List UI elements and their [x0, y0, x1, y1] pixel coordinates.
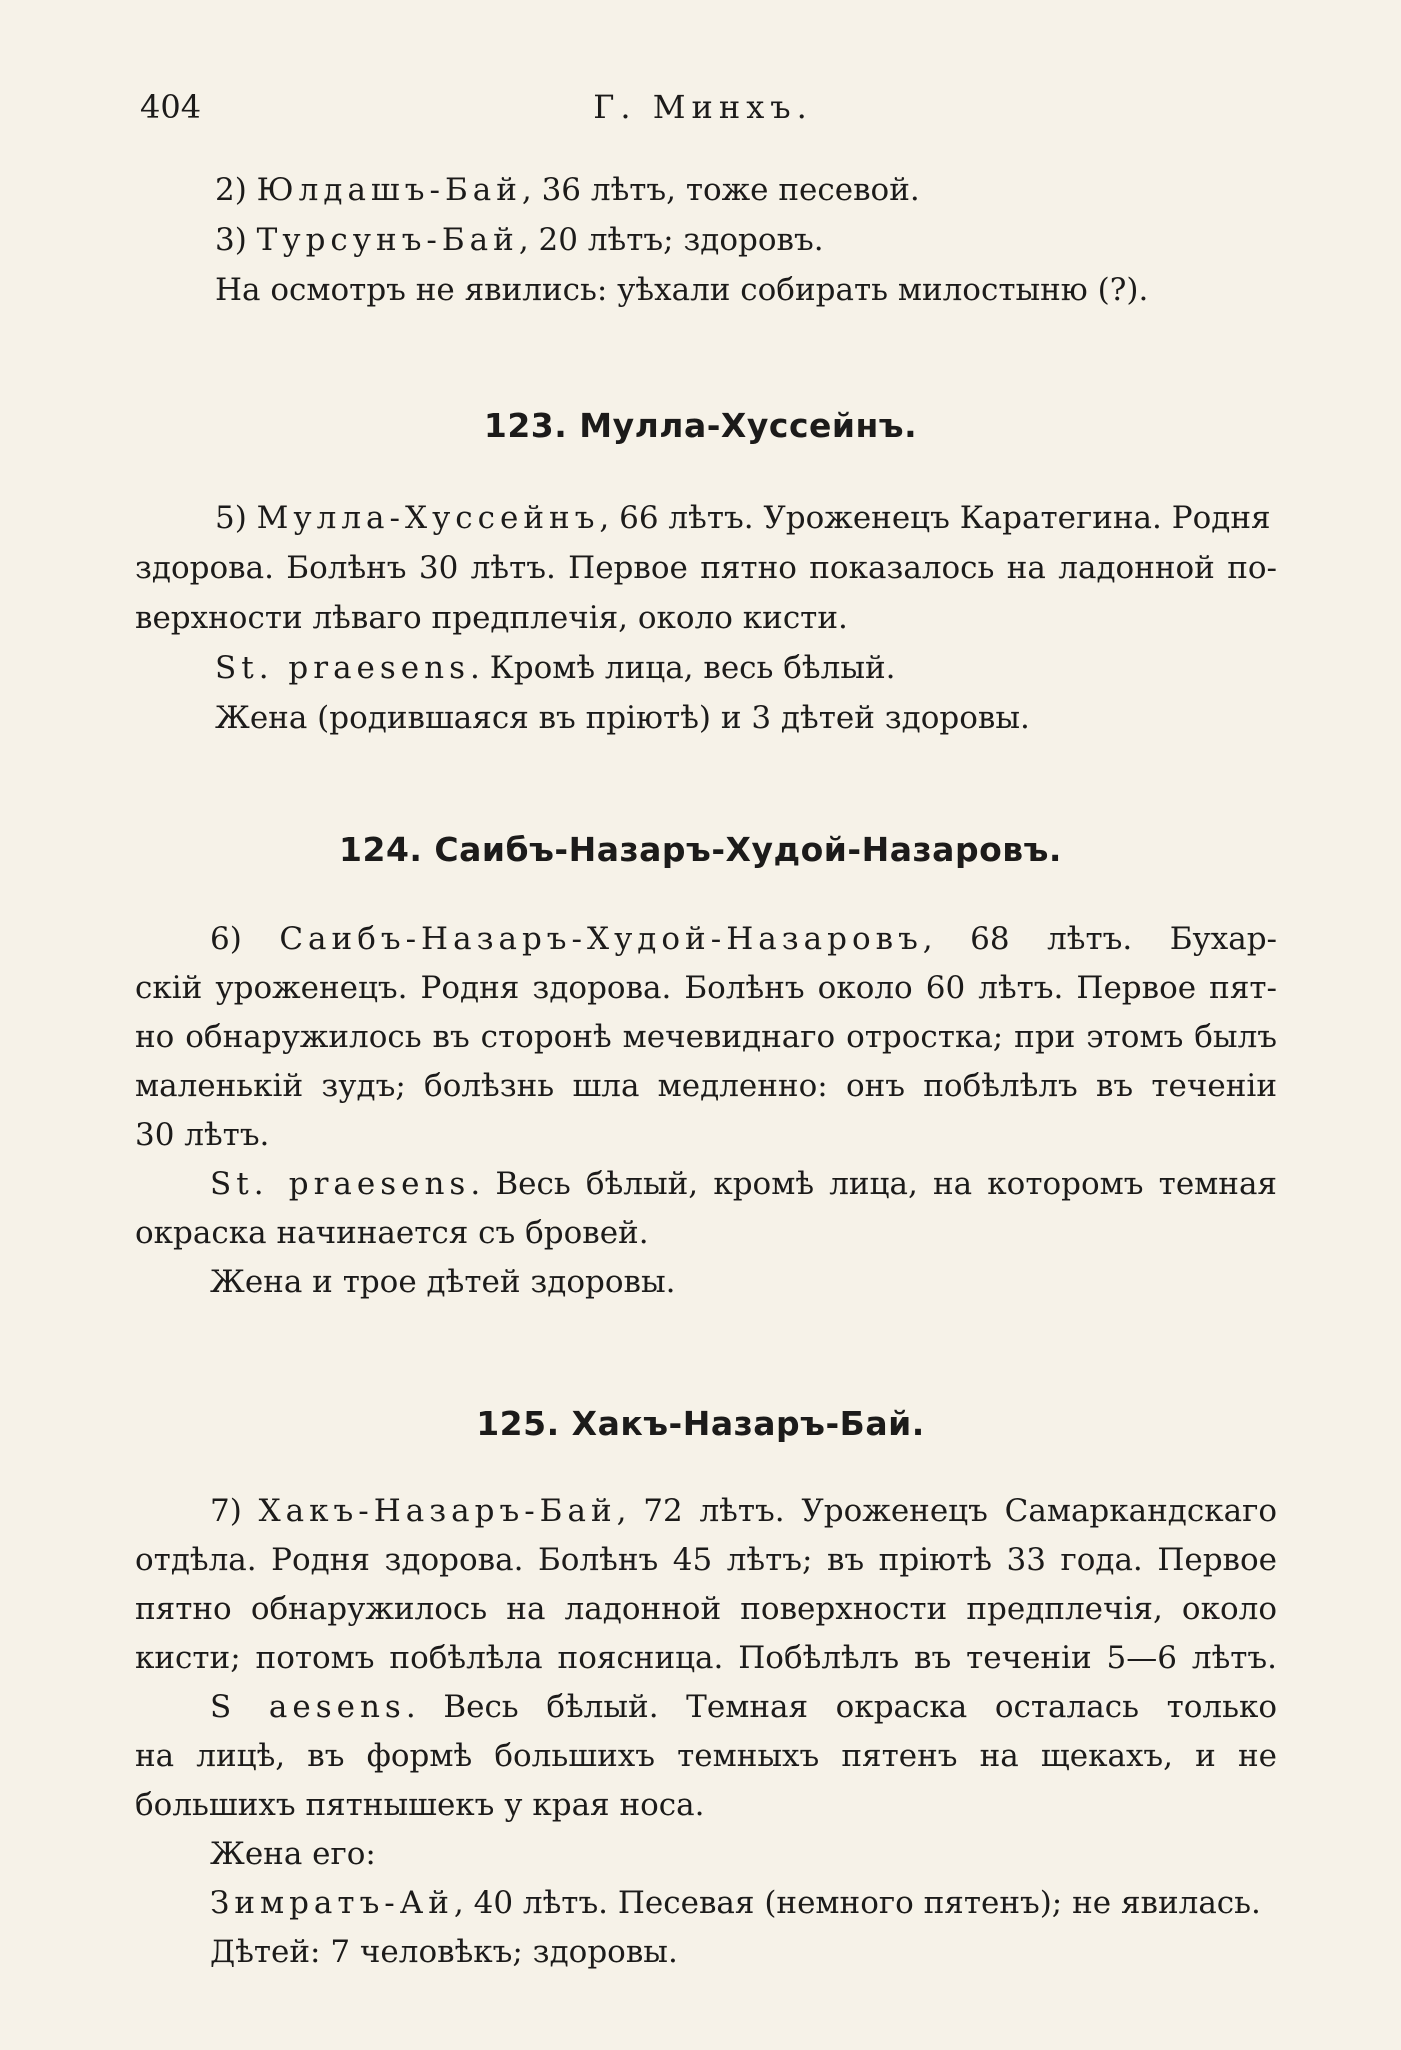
paragraph-line: здорова. Болѣнъ 30 лѣтъ. Первое пятно показалось на ладонной по- [135, 550, 1277, 586]
paragraph-line: 30 лѣтъ. [135, 1117, 270, 1153]
running-head: Г. Минхъ. [593, 88, 813, 126]
paragraph-line: скій уроженецъ. Родня здорова. Болѣнъ около 60 лѣтъ. Первое пят- [135, 970, 1277, 1006]
page-header [140, 88, 1266, 132]
section-heading-123: 123. Мулла-Хуссейнъ. [483, 406, 918, 445]
paragraph-line: большихъ пятнышекъ у края носа. [135, 1787, 705, 1823]
paragraph-line: 5) Мулла-Хуссейнъ, 66 лѣтъ. Уроженецъ Каратегина. Родня [215, 500, 1271, 536]
paragraph-line: но обнаружилось въ сторонѣ мечевиднаго отростка; при этомъ былъ [135, 1019, 1277, 1055]
paragraph-line: На осмотръ не явились: уѣхали собирать милостыню (?). [215, 272, 1149, 308]
paragraph-line: кисти; потомъ побѣлѣла поясница. Побѣлѣлъ въ теченіи 5—6 лѣтъ. [135, 1640, 1277, 1676]
paragraph-line: 6) Саибъ-Назаръ-Худой-Назаровъ, 68 лѣтъ. Бухар- [210, 921, 1278, 957]
paragraph-line: пятно обнаружилось на ладонной поверхности предплечія, около [135, 1591, 1277, 1627]
paragraph-line: Дѣтей: 7 человѣкъ; здоровы. [210, 1934, 678, 1970]
paragraph-line: Зимратъ-Ай, 40 лѣтъ. Песевая (немного пятенъ); не явилась. [210, 1885, 1261, 1921]
paragraph-line: Жена и трое дѣтей здоровы. [210, 1264, 676, 1300]
paragraph-line: Жена (родившаяся въ пріютѣ) и 3 дѣтей здоровы. [215, 700, 1030, 736]
paragraph-line: окраска начинается съ бровей. [135, 1215, 649, 1251]
paragraph-line: 2) Юлдашъ-Бай, 36 лѣтъ, тоже песевой. [215, 172, 920, 208]
paragraph-line: на лицѣ, въ формѣ большихъ темныхъ пятенъ на щекахъ, и не [135, 1738, 1277, 1774]
paragraph-line: S aesens. Весь бѣлый. Темная окраска осталась только [210, 1689, 1277, 1725]
paragraph-line: 7) Хакъ-Назаръ-Бай, 72 лѣтъ. Уроженецъ Самаркандскаго [210, 1493, 1277, 1529]
paragraph-line: верхности лѣваго предплечія, около кисти. [135, 600, 848, 636]
page-number: 404 [140, 88, 202, 126]
section-heading-124: 124. Саибъ-Назаръ-Худой-Назаровъ. [339, 830, 1062, 869]
paragraph-line: маленькій зудъ; болѣзнь шла медленно: онъ побѣлѣлъ въ теченіи [135, 1068, 1277, 1104]
section-heading-125: 125. Хакъ-Назаръ-Бай. [476, 1404, 925, 1443]
paragraph-line: St. praesens. Кромѣ лица, весь бѣлый. [215, 650, 896, 686]
paragraph-line: Жена его: [210, 1836, 376, 1872]
paragraph-line: 3) Турсунъ-Бай, 20 лѣтъ; здоровъ. [215, 222, 824, 258]
paragraph-line: St. praesens. Весь бѣлый, кромѣ лица, на которомъ темная [210, 1166, 1277, 1202]
paragraph-line: отдѣла. Родня здорова. Болѣнъ 45 лѣтъ; въ пріютѣ 33 года. Первое [135, 1542, 1277, 1578]
